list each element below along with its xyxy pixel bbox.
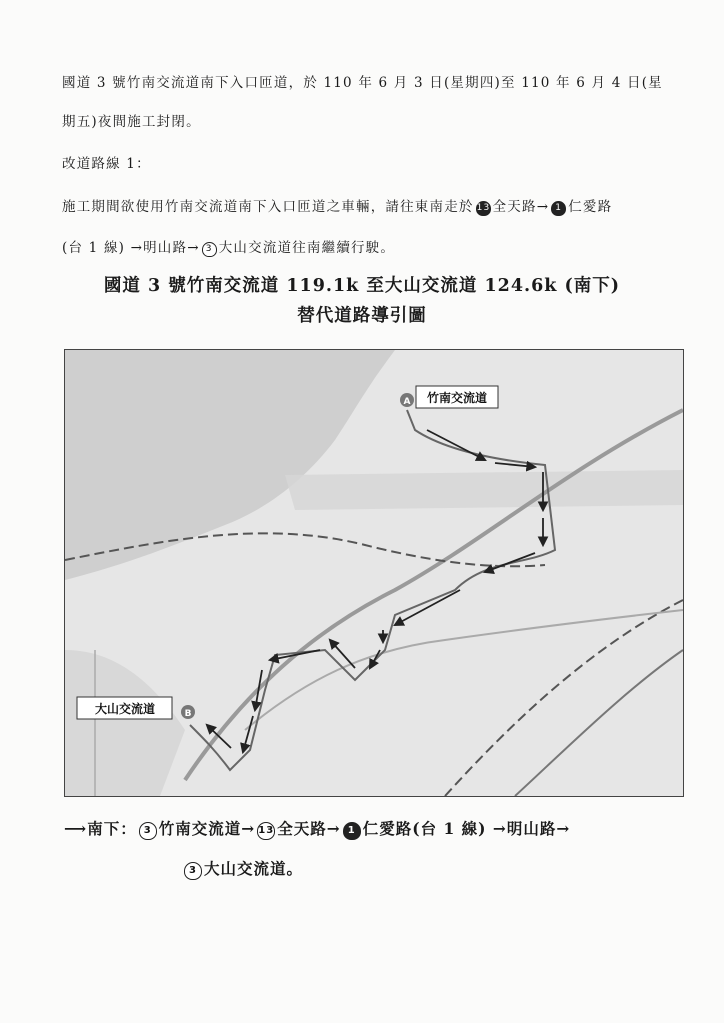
freeway-3-shield-icon: 3 [139, 822, 157, 840]
detour-instruction-line-1 [62, 195, 612, 216]
detour-route-map [64, 349, 684, 797]
detour-route-heading: 改道路線 1： [62, 156, 151, 172]
label-b-text: 大山交流道 [94, 702, 156, 716]
label-a-callout [416, 386, 498, 408]
detour-instruction-line-2 [62, 236, 395, 257]
instruction-text-d: (台 1 線) →明山路→ [62, 240, 200, 256]
label-a-text: 竹南交流道 [426, 391, 488, 405]
instruction-text-c: 仁愛路 [568, 199, 613, 215]
national-freeway-3-shield-icon: 3 [202, 242, 217, 257]
legend-arrow-icon: ⟶ [64, 819, 88, 838]
marker-b-letter: B [184, 709, 192, 719]
notice-line-1: 國道 3 號竹南交流道南下入口匝道，於 110 年 6 月 3 日(星期四)至 110 年 6 月 4 日(星 [62, 75, 663, 91]
label-b-callout [77, 697, 172, 719]
legend-item-2: 全天路→ [277, 819, 341, 838]
road-13-shield-icon: 13 [257, 822, 275, 840]
legend-item-4: 大山交流道。 [204, 859, 304, 878]
notice-line-2: 期五)夜間施工封閉。 [62, 114, 201, 130]
river-band [285, 470, 683, 510]
legend-line-1 [64, 817, 570, 840]
legend-line-2 [182, 857, 303, 880]
marker-b-pin [181, 705, 195, 719]
road-1-shield-icon: 1 [343, 822, 361, 840]
legend-item-3: 仁愛路(台 1 線) →明山路→ [362, 819, 571, 838]
instruction-text-e: 大山交流道往南繼續行駛。 [218, 240, 396, 256]
freeway-3-shield-icon-2: 3 [184, 862, 202, 880]
map-svg [65, 350, 683, 796]
provincial-road-13-shield-icon: 13 [476, 201, 491, 216]
provincial-road-1-shield-icon: 1 [551, 201, 566, 216]
marker-a-letter: A [403, 397, 411, 407]
legend-prefix: 南下： [87, 819, 137, 838]
legend-item-1: 竹南交流道→ [158, 819, 256, 838]
instruction-text-b: 全天路→ [492, 199, 550, 215]
map-title: 國道 3 號竹南交流道 119.1k 至大山交流道 124.6k (南下) [103, 276, 621, 296]
marker-a-pin [400, 393, 414, 407]
instruction-text-a: 施工期間欲使用竹南交流道南下入口匝道之車輛，請往東南走於 [62, 199, 474, 215]
map-subtitle: 替代道路導引圖 [297, 306, 427, 326]
